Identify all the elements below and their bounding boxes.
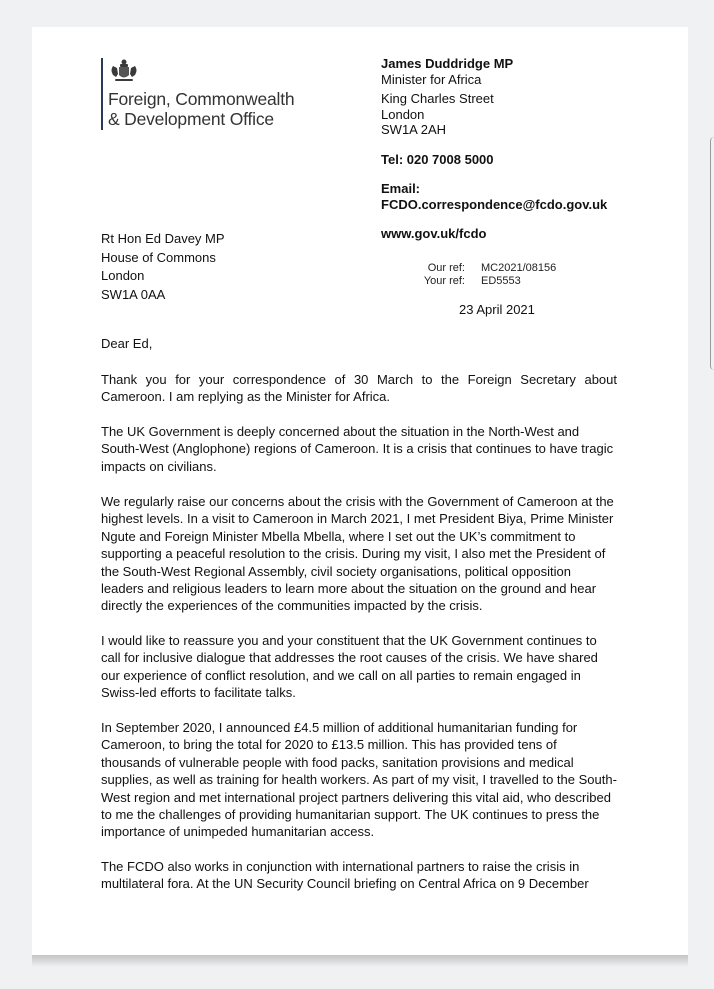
sender-email[interactable]: FCDO.correspondence@fcdo.gov.uk	[381, 196, 608, 212]
recipient-name: Rt Hon Ed Davey MP	[101, 231, 225, 246]
sender-telephone: Tel: 020 7008 5000	[381, 151, 494, 167]
paragraph-2: The UK Government is deeply concerned about the situation in the North-West and South-West (Anglophone) regions of Cameroon. It is a crisis that continues to have tragic impacts on civilians.	[101, 424, 614, 474]
salutation: Dear Ed,	[101, 336, 153, 351]
sender-address-line-2: London	[381, 106, 425, 122]
department-name	[108, 89, 294, 129]
letterhead-accent-bar	[101, 58, 103, 130]
scrollbar[interactable]	[710, 137, 714, 370]
paragraph-1: Thank you for your correspondence of 30 March to the Foreign Secretary about Cameroon. I am replying as the Minister for Africa.	[101, 372, 617, 405]
sender-email-label: Email:	[381, 181, 421, 196]
sender-block	[381, 56, 607, 242]
letter-date: 23 April 2021	[459, 302, 535, 317]
sender-website[interactable]: www.gov.uk/fcdo	[381, 226, 487, 241]
royal-crest-icon	[109, 58, 139, 84]
sender-name: James Duddridge MP	[381, 56, 514, 71]
your-ref-row	[415, 275, 556, 288]
our-ref-label: Our ref:	[427, 262, 465, 274]
paragraph-6: The FCDO also works in conjunction with international partners to raise the crisis in multilateral fora. At the UN Security Council briefing on Central Africa on 9 December	[101, 859, 589, 892]
your-ref-value: ED5553	[481, 275, 521, 287]
your-ref-label: Your ref:	[423, 275, 465, 287]
sender-address-line-3: SW1A 2AH	[381, 122, 447, 137]
department-line-2: & Development Office	[108, 109, 274, 129]
page-bottom-edge	[32, 955, 688, 967]
reference-block	[415, 262, 556, 288]
paragraph-3: We regularly raise our concerns about the crisis with the Government of Cameroon at the highest levels. In a visit to Cameroon in March 2021, I met President Biya, Prime Minister Ngute and Foreign Minister Mbella Mbella, where I set out the UK’s commitment to supporting a peaceful resolution to the crisis. During my visit, I also met the President of the South-West Regional Assembly, civil society organisations, political opposition leaders and religious leaders to learn more about the situation on the ground and hear directly the experiences of the communities impacted by the crisis.	[101, 494, 614, 614]
paragraph-5: In September 2020, I announced £4.5 million of additional humanitarian funding for Cameroon, to bring the total for 2020 to £13.5 million. This has provided tens of thousands of vulnerable people with food packs, sanitation provisions and medical supplies, as well as training for health workers. As part of my visit, I travelled to the South-West region and met international project partners delivering this vital aid, who described to me the challenges of providing humanitarian support. The UK continues to press the importance of unimpeded humanitarian access.	[101, 720, 617, 840]
our-ref-row	[415, 262, 556, 275]
recipient-address-line-3: SW1A 0AA	[101, 286, 166, 302]
sender-address-line-1: King Charles Street	[381, 91, 494, 106]
recipient-address-line-1: House of Commons	[101, 249, 216, 265]
department-line-1: Foreign, Commonwealth	[108, 89, 295, 109]
recipient-block	[101, 230, 225, 304]
recipient-address-line-2: London	[101, 268, 145, 283]
sender-title: Minister for Africa	[381, 71, 482, 87]
our-ref-value: MC2021/08156	[481, 262, 557, 274]
paragraph-4: I would like to reassure you and your constituent that the UK Government continues to call for inclusive dialogue that addresses the root causes of the crisis. We have shared our experience of conflict resolution, and we call on all parties to remain engaged in Swiss-led efforts to facilitate talks.	[101, 633, 598, 701]
